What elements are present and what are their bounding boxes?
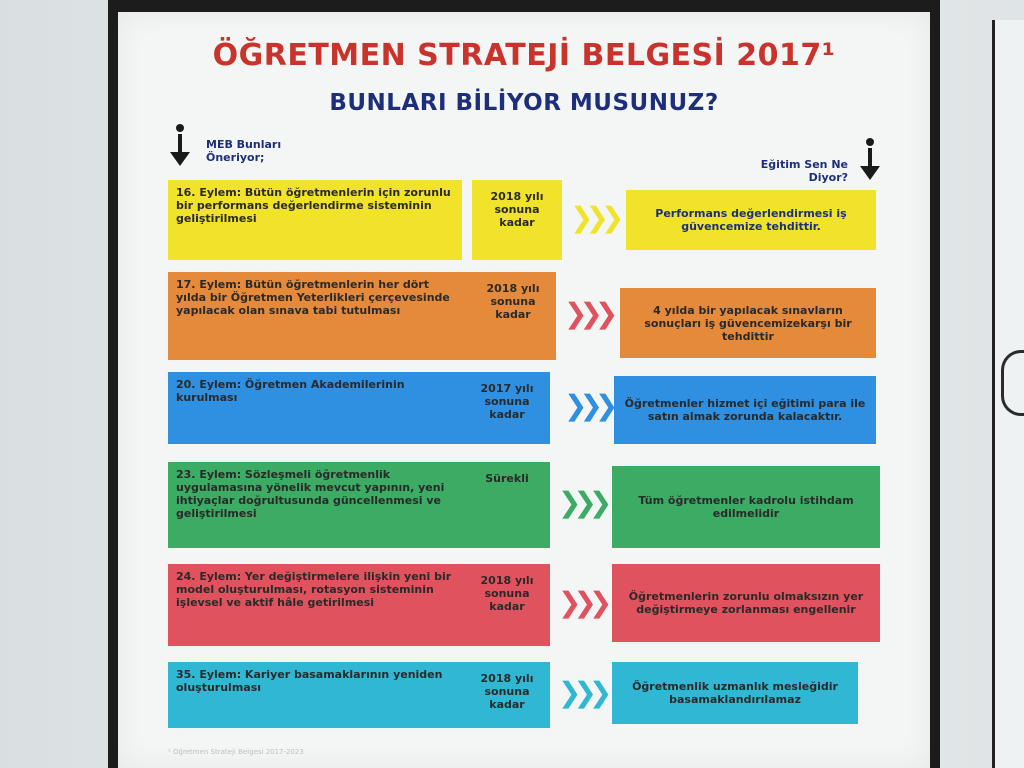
action-cell: 23. Eylem: Sözleşmeli öğretmenlik uygulamasına yönelik mevcut yapının, yeni ihtiyaçlar doğrultusunda güncellenmesi ve geliştirilmesi bbox=[168, 462, 464, 548]
deadline-cell: 2018 yılı sonuna kadar bbox=[472, 180, 562, 260]
comment-cell: 4 yılda bir yapılacak sınavların sonuçları iş güvencemizekarşı bir tehdittir bbox=[620, 288, 876, 358]
page-title: ÖĞRETMEN STRATEJİ BELGESİ 2017¹ bbox=[212, 38, 836, 73]
down-arrow-icon bbox=[170, 124, 190, 170]
left-column-header: MEB Bunları Öneriyor; bbox=[206, 138, 282, 164]
chevron-right-icon: ❯❯❯ bbox=[564, 389, 611, 422]
deadline-cell: 2017 yılı sonuna kadar bbox=[464, 372, 550, 444]
chevron-right-icon: ❯❯❯ bbox=[558, 676, 605, 709]
action-cell: 35. Eylem: Kariyer basamaklarının yeniden oluşturulması bbox=[168, 662, 464, 728]
down-arrow-icon bbox=[860, 138, 880, 184]
chevron-right-icon: ❯❯❯ bbox=[570, 201, 617, 234]
chevron-right-icon: ❯❯❯ bbox=[558, 586, 605, 619]
deadline-cell: 2018 yılı sonuna kadar bbox=[470, 272, 556, 360]
document-page bbox=[118, 12, 930, 768]
comment-cell: Öğretmenlik uzmanlık mesleğidir basamaklandırılamaz bbox=[612, 662, 858, 724]
chevron-right-icon: ❯❯❯ bbox=[564, 297, 611, 330]
comment-cell: Tüm öğretmenler kadrolu istihdam edilmelidir bbox=[612, 466, 880, 548]
deadline-cell: 2018 yılı sonuna kadar bbox=[464, 564, 550, 646]
deadline-cell: 2018 yılı sonuna kadar bbox=[464, 662, 550, 728]
comment-cell: Öğretmenlerin zorunlu olmaksızın yer değiştirmeye zorlanması engellenir bbox=[612, 564, 880, 642]
action-cell: 17. Eylem: Bütün öğretmenlerin her dört yılda bir Öğretmen Yeterlikleri çerçevesinde yapılacak olan sınava tabi tutulması bbox=[168, 272, 470, 360]
action-cell: 24. Eylem: Yer değiştirmelere ilişkin yeni bir model oluşturulması, rotasyon sisteminin işlevsel ve aktif hâle getirilmesi bbox=[168, 564, 464, 646]
comment-cell: Performans değerlendirmesi iş güvencemize tehdittir. bbox=[626, 190, 876, 250]
deadline-cell: Sürekli bbox=[464, 462, 550, 548]
comment-cell: Öğretmenler hizmet içi eğitimi para ile satın almak zorunda kalacaktır. bbox=[614, 376, 876, 444]
footnote: ¹ Öğretmen Strateji Belgesi 2017-2023 bbox=[168, 748, 304, 756]
side-window bbox=[992, 20, 1024, 768]
page-subtitle: BUNLARI BİLİYOR MUSUNUZ? bbox=[329, 90, 719, 116]
action-cell: 16. Eylem: Bütün öğretmenlerin için zorunlu bir performans değerlendirme sisteminin geliştirilmesi bbox=[168, 180, 462, 260]
action-cell: 20. Eylem: Öğretmen Akademilerinin kurulması bbox=[168, 372, 464, 444]
right-column-header: Eğitim Sen Ne Diyor? bbox=[760, 158, 848, 184]
side-window-drawing bbox=[1001, 350, 1024, 416]
chevron-right-icon: ❯❯❯ bbox=[558, 486, 605, 519]
